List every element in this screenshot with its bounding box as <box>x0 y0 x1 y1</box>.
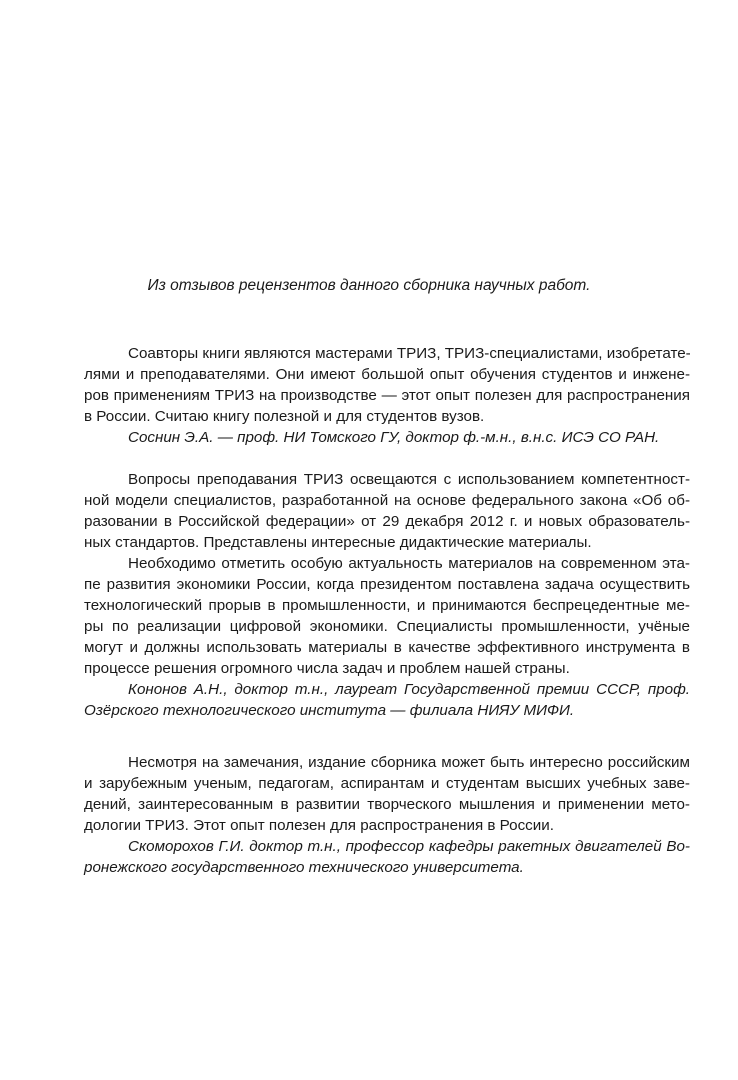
review-text-line: ры по реализации цифровой экономики. Специалисты промышленности, учёные <box>84 618 690 635</box>
review-author: Озёрского технологического института — филиала НИЯУ МИФИ. <box>84 702 575 719</box>
review-text-line: Необходимо отметить особую актуальность материалов на современном эта- <box>128 555 690 572</box>
review-text-line: Несмотря на замечания, издание сборника может быть интересно российским <box>128 754 690 771</box>
review-author: ронежского государственного технического университета. <box>84 859 524 876</box>
review-text-line: технологический прорыв в промышленности, и принимаются беспрецедентные ме- <box>84 597 690 614</box>
review-text-line: ной модели специалистов, разработанной на основе федерального закона «Об об- <box>84 492 690 509</box>
page-title: Из отзывов рецензентов данного сборника научных работ. <box>147 277 591 294</box>
review-text-line: лями и преподавателями. Они имеют большой опыт обучения студентов и инжене- <box>84 366 690 383</box>
review-author: Кононов А.Н., доктор т.н., лауреат Государственной премии СССР, проф. <box>128 681 690 698</box>
review-text-line: Вопросы преподавания ТРИЗ освещаются с использованием компетентност- <box>128 471 690 488</box>
review-text-line: ных стандартов. Представлены интересные дидактические материалы. <box>84 534 592 551</box>
review-text-line: могут и должны использовать материалы в качестве эффективного инструмента в <box>84 639 690 656</box>
review-text-line: в России. Считаю книгу полезной и для студентов вузов. <box>84 408 485 425</box>
review-text-line: разовании в Российской федерации» от 29 декабря 2012 г. и новых образователь- <box>84 513 690 530</box>
review-author: Соснин Э.А. — проф. НИ Томского ГУ, доктор ф.-м.н., в.н.с. ИСЭ СО РАН. <box>128 429 660 446</box>
review-text-line: процессе решения огромного числа задач и проблем нашей страны. <box>84 660 570 677</box>
review-text-line: ров применениям ТРИЗ на производстве — этот опыт полезен для распространения <box>84 387 690 404</box>
review-text-line: дологии ТРИЗ. Этот опыт полезен для распространения в России. <box>84 817 554 834</box>
review-text-line: и зарубежным ученым, педагогам, аспирантам и студентам высших учебных заве- <box>84 775 690 792</box>
review-author: Скоморохов Г.И. доктор т.н., профессор кафедры ракетных двигателей Во- <box>128 838 690 855</box>
review-text-line: дений, заинтересованным в развитии творческого мышления и применении мето- <box>84 796 690 813</box>
review-text-line: Соавторы книги являются мастерами ТРИЗ, ТРИЗ-специалистами, изобретате- <box>128 345 691 362</box>
review-text-line: пе развития экономики России, когда президентом поставлена задача осуществить <box>84 576 690 593</box>
